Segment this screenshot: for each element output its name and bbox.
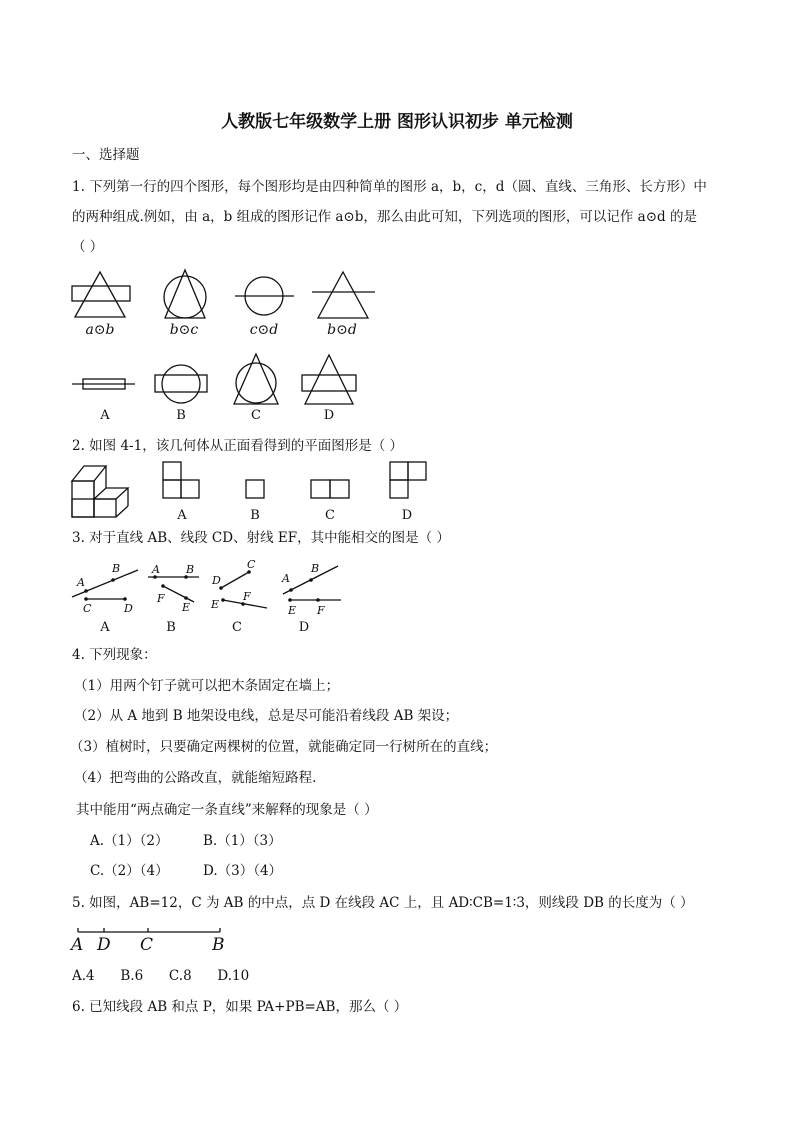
svg-text:D: D (124, 602, 133, 615)
example-label-3: c⊙d (249, 322, 279, 338)
example-label-1: a⊙b (85, 322, 115, 338)
point-b-label: B (212, 935, 225, 955)
q2-option-b: B (250, 508, 260, 523)
q1-option-b: B (176, 408, 186, 423)
q4-item-2: （2）从 A 地到 B 地架设电线，总是尽可能沿着线段 AB 架设； (74, 708, 459, 724)
svg-text:A: A (282, 572, 290, 585)
q1-line3: （ ） (72, 239, 104, 255)
q4-choice-c: C.（2）（4） (90, 863, 169, 879)
point-d-label: D (97, 935, 111, 955)
q5-choices: A.4 B.6 C.8 D.10 (72, 968, 250, 984)
point-c-label: C (140, 935, 154, 955)
q4-choice-b: B.（1）（3） (203, 833, 282, 849)
q3-option-c: C (232, 620, 242, 635)
svg-text:F: F (243, 590, 251, 603)
q3-option-d: D (298, 620, 310, 635)
svg-text:B: B (311, 562, 320, 575)
example-label-4: b⊙d (327, 322, 357, 338)
example-label-2: b⊙c (169, 322, 199, 338)
q3-text: 3. 对于直线 AB、线段 CD、射线 EF，其中能相交的图是（ ） (72, 530, 450, 546)
q2-option-d: D (401, 508, 413, 523)
q1-line1: 1. 下列第一行的四个图形，每个图形均是由四种简单的图形 a，b，c，d（圆、直线、三角形、长方形）中 (72, 179, 707, 195)
q1-line2: 的两种组成.例如，由 a，b 组成的图形记作 a⊙b，那么由此可知，下列选项的图形，可以记作 a⊙d 的是 (72, 209, 697, 225)
q3-option-b: B (166, 620, 176, 635)
q4-choice-d: D.（3）（4） (203, 863, 283, 879)
svg-text:B: B (186, 563, 195, 576)
q6-text: 6. 已知线段 AB 和点 P，如果 PA+PB=AB，那么（ ） (72, 999, 408, 1015)
section-heading: 一、选择题 (72, 147, 140, 163)
q2-option-c: C (325, 508, 335, 523)
q2-text: 2. 如图 4-1，该几何体从正面看得到的平面图形是（ ） (72, 438, 403, 454)
q4-question: 其中能用“两点确定一条直线”来解释的现象是（ ） (76, 802, 378, 818)
svg-text:C: C (247, 558, 256, 571)
q4-text: 4. 下列现象： (72, 647, 157, 663)
q1-option-d: D (323, 408, 335, 423)
svg-text:D: D (212, 574, 221, 587)
svg-text:A: A (152, 563, 160, 576)
point-a-label: A (71, 935, 84, 955)
svg-text:E: E (211, 598, 220, 611)
svg-text:C: C (83, 602, 92, 615)
q4-choice-a: A.（1）（2） (90, 833, 169, 849)
svg-text:E: E (288, 604, 297, 617)
q4-item-4: （4）把弯曲的公路改直，就能缩短路程. (74, 770, 317, 786)
q3-option-a: A (100, 620, 110, 635)
svg-text:F: F (157, 592, 165, 605)
q1-option-a: A (100, 408, 110, 423)
svg-text:B: B (112, 562, 121, 575)
svg-text:F: F (317, 604, 325, 617)
svg-text:A: A (77, 576, 85, 589)
svg-text:E: E (182, 601, 191, 614)
q4-item-3: （3）植树时，只要确定两棵树的位置，就能确定同一行树所在的直线； (70, 739, 498, 755)
q1-option-c: C (251, 408, 261, 423)
q5-text: 5. 如图，AB=12，C 为 AB 的中点，点 D 在线段 AC 上，且 AD∶CB=1∶3，则线段 DB 的长度为（ ） (72, 895, 694, 911)
q2-option-a: A (177, 508, 187, 523)
q4-item-1: （1）用两个钉子就可以把木条固定在墙上； (74, 678, 340, 694)
page-title: 人教版七年级数学上册 图形认识初步 单元检测 (221, 112, 573, 132)
